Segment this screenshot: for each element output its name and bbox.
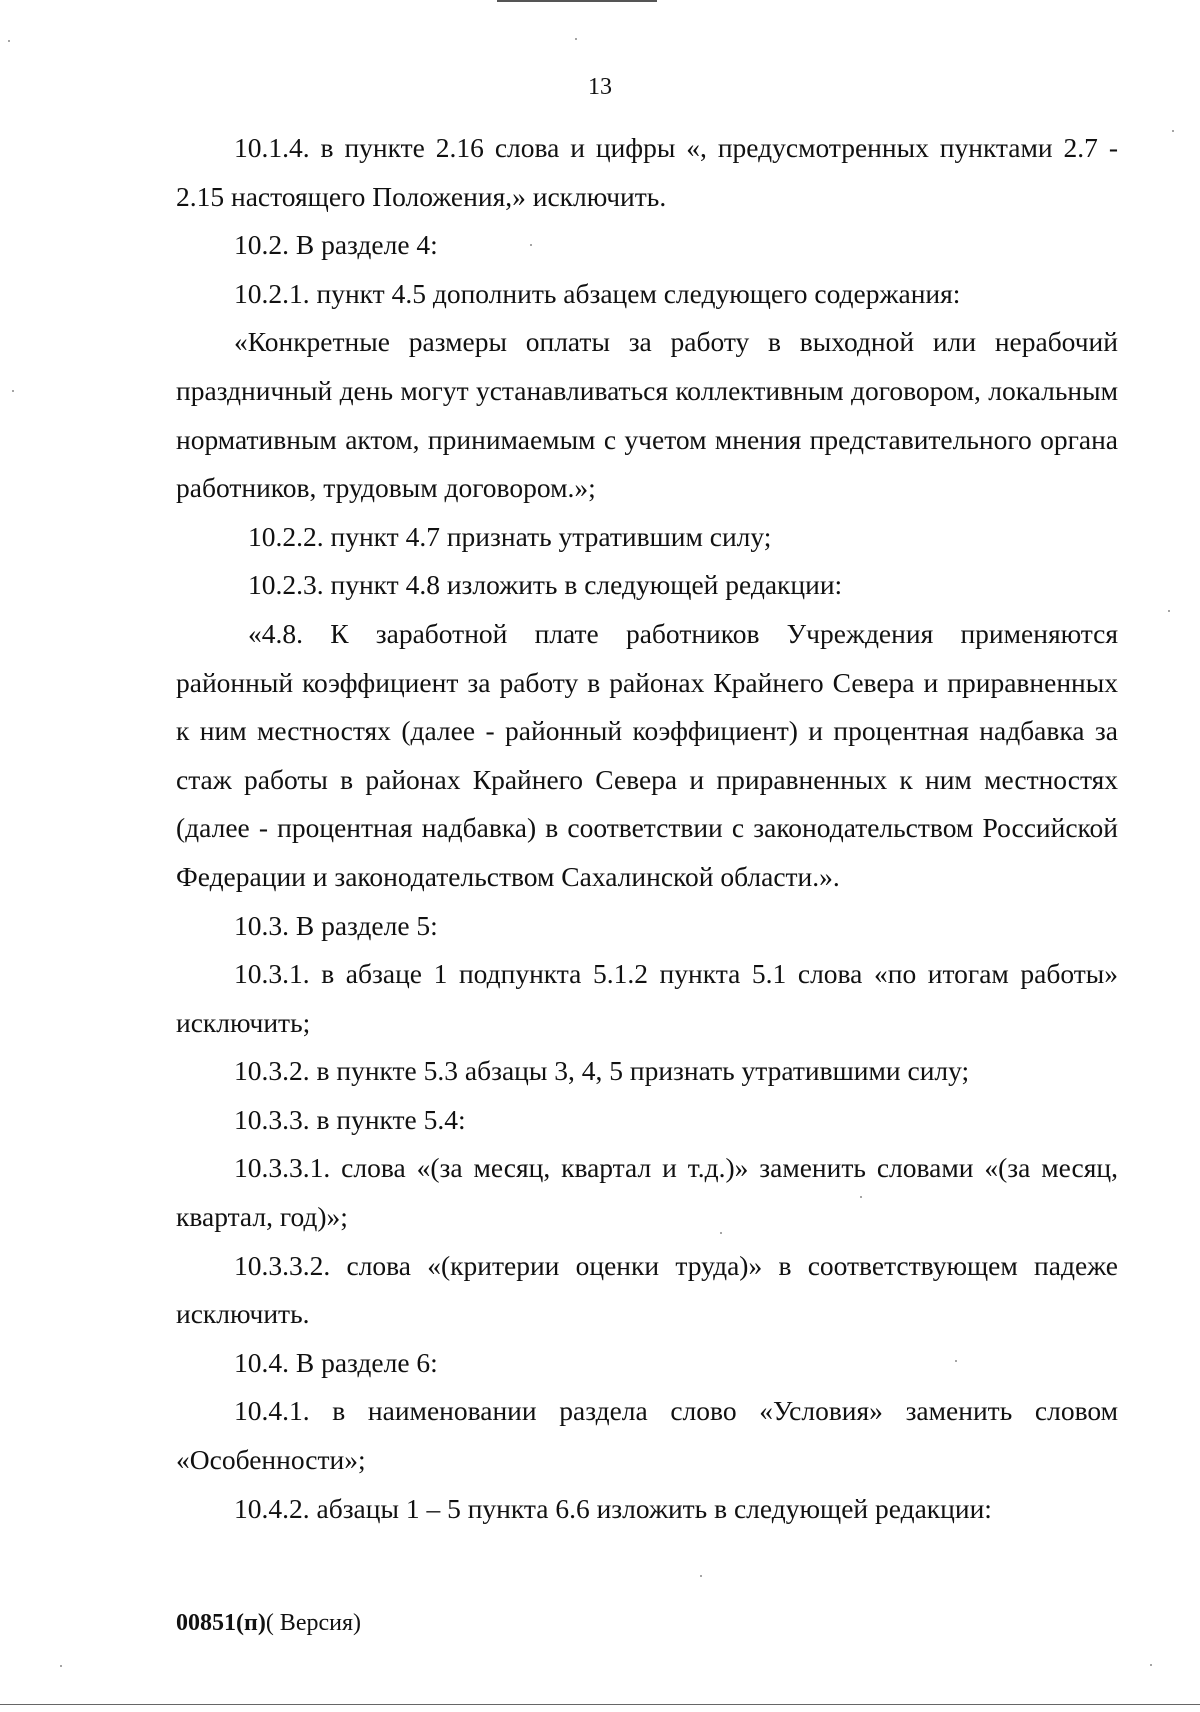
top-rule — [497, 0, 657, 2]
scan-speck — [1168, 610, 1170, 612]
paragraph-quote-4-8: «4.8. К заработной плате работников Учреждения применяются районный коэффициент за работу в районах Крайнего Севера и приравненных к ним местностях (далее - районный коэффициент) и процентная надбавка за стаж работы в районах Крайнего Севера и приравненных к ним местностях (далее - процентная надбавка) в соответствии с законодательством Российской Федерации и законодательством Сахалинской области.». — [176, 617, 1118, 892]
paragraph-quote-4-5: «Конкретные размеры оплаты за работу в выходной или нерабочий праздничный день могут устанавливаться коллективным договором, локальным нормативным актом, принимаемым с учетом мнения представительного органа работников, трудовым договором.»; — [176, 326, 1118, 504]
scan-speck — [700, 1575, 702, 1577]
scan-speck — [1172, 130, 1174, 132]
paragraph-10-3: 10.3. В разделе 5: — [234, 909, 438, 941]
document-footer — [176, 1610, 361, 1637]
scan-speck — [1150, 1664, 1152, 1666]
document-body — [176, 124, 1118, 1533]
paragraph-10-1-4: 10.1.4. в пункте 2.16 слова и цифры «, предусмотренных пунктами 2.7 - 2.15 настоящего Положения,» исключить. — [176, 132, 1118, 212]
scan-speck — [575, 38, 577, 40]
paragraph-10-2-3: 10.2.3. пункт 4.8 изложить в следующей редакции: — [248, 569, 843, 601]
paragraph-10-4-2: 10.4.2. абзацы 1 – 5 пункта 6.6 изложить в следующей редакции: — [234, 1492, 992, 1524]
paragraph-10-3-1: 10.3.1. в абзаце 1 подпункта 5.1.2 пункта 5.1 слова «по итогам работы» исключить; — [176, 958, 1118, 1038]
paragraph-10-3-2: 10.3.2. в пункте 5.3 абзацы 3, 4, 5 признать утратившими силу; — [234, 1055, 970, 1087]
page-number: 13 — [588, 74, 612, 100]
scan-speck — [530, 244, 532, 246]
scan-speck — [860, 1196, 862, 1198]
paragraph-10-4: 10.4. В разделе 6: — [234, 1346, 438, 1378]
document-code: 00851(п) — [176, 1610, 266, 1636]
paragraph-10-2: 10.2. В разделе 4: — [234, 229, 438, 261]
bottom-rule — [0, 1704, 1200, 1705]
scan-speck — [8, 40, 10, 42]
scan-speck — [12, 390, 14, 392]
scan-speck — [720, 1232, 722, 1234]
paragraph-10-3-3-1: 10.3.3.1. слова «(за месяц, квартал и т.д.)» заменить словами «(за месяц, квартал, год)»; — [176, 1152, 1118, 1233]
paragraph-10-3-3-2: 10.3.3.2. слова «(критерии оценки труда)» в соответствующем падеже исключить. — [176, 1249, 1118, 1330]
document-version: ( Версия) — [265, 1610, 361, 1636]
scan-speck — [955, 1360, 957, 1362]
paragraph-10-3-3: 10.3.3. в пункте 5.4: — [234, 1103, 466, 1135]
paragraph-10-2-1: 10.2.1. пункт 4.5 дополнить абзацем следующего содержания: — [234, 277, 961, 309]
scan-speck — [60, 1665, 62, 1667]
paragraph-10-2-2: 10.2.2. пункт 4.7 признать утратившим силу; — [248, 520, 772, 552]
paragraph-10-4-1: 10.4.1. в наименовании раздела слово «Условия» заменить словом «Особенности»; — [176, 1395, 1118, 1476]
